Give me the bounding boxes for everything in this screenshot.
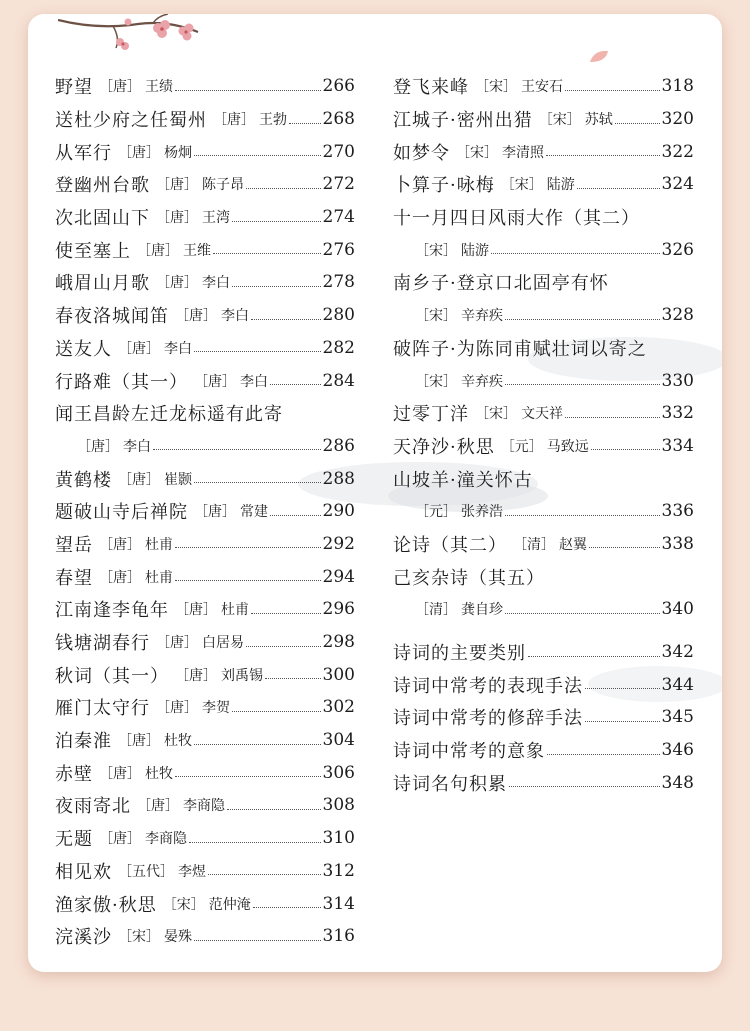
dot-leader [491, 253, 660, 254]
toc-entry[interactable] [393, 560, 694, 593]
dot-leader [246, 188, 321, 189]
dot-leader [189, 842, 321, 843]
entry-dynasty: ［清］ [513, 536, 555, 553]
entry-dynasty: ［宋］ [415, 373, 457, 390]
page-number: 326 [661, 239, 694, 260]
page-number: 282 [322, 337, 355, 358]
entry-dynasty: ［唐］ [99, 765, 141, 782]
dot-leader [194, 351, 321, 352]
entry-title: 黄鹤楼 [55, 469, 112, 491]
entry-title: 无题 [55, 829, 93, 851]
entry-dynasty: ［唐］ [137, 798, 179, 815]
dot-leader [232, 711, 321, 712]
dot-leader [505, 613, 660, 614]
entry-dynasty: ［唐］ [175, 602, 217, 619]
toc-entry[interactable] [55, 495, 355, 528]
entry-author: 杜甫 [221, 602, 249, 619]
entry-dynasty: ［唐］ [194, 504, 236, 521]
entry-dynasty: ［元］ [500, 438, 543, 455]
toc-entry[interactable] [55, 855, 355, 888]
entry-title: 诗词中常考的意象 [393, 741, 545, 763]
entry-author: 白居易 [202, 635, 244, 652]
entry-dynasty: ［唐］ [118, 144, 160, 161]
toc-entry[interactable] [55, 724, 355, 757]
entry-dynasty: ［唐］ [99, 79, 141, 96]
toc-entry[interactable] [393, 766, 694, 799]
dot-leader [251, 319, 321, 320]
entry-dynasty: ［宋］ [162, 896, 205, 913]
dot-leader [546, 155, 660, 156]
page-number: 302 [322, 697, 355, 718]
entry-dynasty: ［宋］ [415, 308, 457, 325]
entry-dynasty: ［唐］ [156, 210, 198, 227]
page-number: 300 [322, 664, 355, 685]
entry-author: 王绩 [145, 79, 173, 96]
page-number: 308 [322, 795, 355, 816]
toc-entry[interactable] [393, 462, 694, 495]
entry-dynasty: ［唐］ [194, 373, 236, 390]
dot-leader [251, 613, 321, 614]
entry-dynasty: ［五代］ [118, 863, 174, 880]
entry-author: 赵翼 [559, 536, 587, 553]
toc-entry[interactable] [55, 233, 355, 266]
dot-leader [577, 188, 660, 189]
entry-dynasty: ［唐］ [118, 471, 160, 488]
entry-author: 王安石 [521, 79, 563, 96]
toc-entry[interactable] [393, 668, 694, 701]
dot-leader [565, 90, 660, 91]
entry-title: 诗词中常考的修辞手法 [393, 708, 583, 730]
entry-dynasty: ［唐］ [156, 700, 198, 717]
dot-leader [547, 754, 660, 755]
entry-dynasty: ［唐］ [77, 438, 119, 455]
page-number: 330 [661, 370, 694, 391]
toc-entry[interactable] [55, 593, 355, 626]
entry-title: 登飞来峰 [393, 77, 469, 99]
entry-title: 浣溪沙 [55, 927, 112, 949]
entry-title: 己亥杂诗（其五） [393, 567, 545, 589]
entry-author: 辛弃疾 [461, 373, 503, 390]
page-number: 328 [661, 305, 694, 326]
toc-entry[interactable] [393, 528, 694, 561]
entry-author: 文天祥 [521, 406, 563, 423]
entry-dynasty: ［唐］ [118, 340, 160, 357]
entry-title: 送友人 [55, 338, 112, 360]
entry-title: 江南逢李龟年 [55, 600, 169, 622]
dot-leader [153, 449, 321, 450]
page-number: 274 [322, 207, 355, 228]
entry-author: 王湾 [202, 210, 230, 227]
toc-entry[interactable] [393, 332, 694, 365]
toc-entry[interactable] [55, 201, 355, 234]
entry-title: 登幽州台歌 [55, 175, 150, 197]
entry-dynasty: ［唐］ [99, 831, 141, 848]
dot-leader [589, 547, 660, 548]
toc-entry[interactable] [393, 70, 694, 103]
entry-title: 南乡子·登京口北固亭有怀 [393, 273, 609, 295]
page-number: 342 [661, 642, 694, 663]
entry-author: 李白 [221, 308, 249, 325]
toc-entry[interactable] [55, 299, 355, 332]
dot-leader [270, 384, 321, 385]
entry-author: 杜甫 [145, 569, 173, 586]
toc-entry[interactable] [55, 658, 355, 691]
dot-leader [232, 221, 321, 222]
entry-author: 范仲淹 [208, 896, 251, 913]
entry-title: 春夜洛城闻笛 [55, 306, 169, 328]
page-number: 344 [661, 674, 694, 695]
entry-title: 野望 [55, 77, 93, 99]
toc-left-column [55, 70, 355, 953]
page-number: 346 [661, 740, 694, 761]
page-number: 318 [661, 76, 694, 97]
entry-author: 常建 [240, 504, 268, 521]
entry-author: 王勃 [259, 112, 287, 129]
entry-dynasty: ［元］ [415, 504, 457, 521]
page-number: 296 [322, 599, 355, 620]
entry-author: 刘禹锡 [221, 667, 263, 684]
toc-entry[interactable] [55, 103, 355, 136]
entry-dynasty: ［宋］ [538, 112, 581, 129]
entry-dynasty: ［唐］ [156, 275, 198, 292]
entry-title: 行路难（其一） [55, 371, 188, 393]
entry-title: 题破山寺后禅院 [55, 502, 188, 524]
page-number: 272 [322, 174, 355, 195]
toc-entry[interactable] [393, 495, 694, 528]
dot-leader [528, 656, 660, 657]
dot-leader [246, 646, 321, 647]
dot-leader [194, 940, 321, 941]
entry-title: 从军行 [55, 142, 112, 164]
dot-leader [289, 123, 321, 124]
toc-entry[interactable] [393, 636, 694, 669]
entry-dynasty: ［唐］ [156, 177, 198, 194]
dot-leader [175, 776, 321, 777]
page-number: 266 [322, 76, 355, 97]
page-number: 322 [661, 141, 694, 162]
page-number: 316 [322, 926, 355, 947]
toc-entry[interactable] [55, 789, 355, 822]
toc-entry[interactable] [55, 397, 355, 430]
entry-title: 论诗（其二） [393, 534, 507, 556]
entry-dynasty: ［宋］ [475, 406, 517, 423]
toc-entry[interactable] [393, 135, 694, 168]
entry-author: 李商隐 [145, 831, 187, 848]
page-number: 334 [661, 435, 694, 456]
entry-title: 破阵子·为陈同甫赋壮词以寄之 [393, 338, 647, 360]
dot-leader [253, 907, 321, 908]
toc-entry[interactable] [55, 332, 355, 365]
toc-entry[interactable] [55, 430, 355, 463]
page-number: 310 [322, 828, 355, 849]
toc-entry[interactable] [55, 560, 355, 593]
toc-entry[interactable] [55, 135, 355, 168]
entry-dynasty: ［唐］ [175, 667, 217, 684]
dot-leader [505, 384, 660, 385]
entry-author: 陆游 [461, 242, 489, 259]
dot-leader [175, 547, 321, 548]
entry-author: 陈子昂 [202, 177, 244, 194]
page-number: 284 [322, 370, 355, 391]
dot-leader [585, 688, 660, 689]
toc-right-column [393, 70, 694, 799]
page-number: 270 [322, 141, 355, 162]
dot-leader [232, 286, 321, 287]
entry-title: 泊秦淮 [55, 731, 112, 753]
plum-blossom-branch-icon [58, 14, 208, 64]
entry-author: 李清照 [502, 144, 544, 161]
entry-dynasty: ［唐］ [156, 635, 198, 652]
dot-leader [213, 253, 321, 254]
entry-author: 杜牧 [145, 765, 173, 782]
entry-author: 王维 [183, 242, 211, 259]
page-number: 340 [661, 599, 694, 620]
entry-dynasty: ［唐］ [137, 242, 179, 259]
entry-dynasty: ［宋］ [456, 144, 498, 161]
page-number: 288 [322, 468, 355, 489]
dot-leader [265, 678, 321, 679]
page-number: 276 [322, 239, 355, 260]
page-number: 345 [661, 707, 694, 728]
entry-title: 渔家傲·秋思 [55, 894, 157, 916]
page-number: 292 [322, 533, 355, 554]
entry-author: 崔颢 [164, 471, 192, 488]
toc-page [28, 14, 722, 972]
entry-title: 送杜少府之任蜀州 [55, 110, 207, 132]
entry-author: 李煜 [178, 863, 206, 880]
toc-entry[interactable] [393, 734, 694, 767]
page-number: 338 [661, 533, 694, 554]
toc-entry[interactable] [393, 201, 694, 234]
page-number: 324 [661, 174, 694, 195]
entry-title: 卜算子·咏梅 [393, 175, 495, 197]
toc-entry[interactable] [55, 626, 355, 659]
entry-title: 诗词名句积累 [393, 773, 507, 795]
page-number: 294 [322, 566, 355, 587]
toc-entry[interactable] [55, 364, 355, 397]
entry-dynasty: ［宋］ [415, 242, 457, 259]
page-number: 304 [322, 730, 355, 751]
toc-entry[interactable] [393, 299, 694, 332]
dot-leader [227, 809, 321, 810]
page-number: 348 [661, 772, 694, 793]
entry-title: 峨眉山月歌 [55, 273, 150, 295]
entry-title: 诗词的主要类别 [393, 643, 526, 665]
dot-leader [505, 515, 660, 516]
falling-petal-icon [588, 48, 612, 66]
entry-title: 如梦令 [393, 142, 450, 164]
dot-leader [194, 155, 321, 156]
entry-title: 雁门太守行 [55, 698, 150, 720]
entry-title: 十一月四日风雨大作（其二） [393, 208, 640, 230]
dot-leader [615, 123, 660, 124]
dot-leader [565, 417, 660, 418]
toc-entry[interactable] [55, 756, 355, 789]
dot-leader [509, 786, 660, 787]
page-number: 320 [661, 109, 694, 130]
entry-title: 夜雨寄北 [55, 796, 131, 818]
entry-dynasty: ［宋］ [500, 177, 543, 194]
entry-author: 杜甫 [145, 536, 173, 553]
entry-author: 龚自珍 [461, 602, 503, 619]
entry-title: 相见欢 [55, 861, 112, 883]
dot-leader [175, 580, 321, 581]
page-number: 268 [322, 109, 355, 130]
toc-entry[interactable] [55, 266, 355, 299]
dot-leader [175, 90, 321, 91]
entry-author: 杜牧 [164, 733, 192, 750]
page-number: 286 [322, 435, 355, 456]
entry-dynasty: ［唐］ [213, 112, 255, 129]
toc-entry[interactable] [393, 266, 694, 299]
entry-author: 张养浩 [461, 504, 503, 521]
dot-leader [208, 874, 321, 875]
page-number: 332 [661, 403, 694, 424]
entry-title: 望岳 [55, 534, 93, 556]
dot-leader [585, 721, 660, 722]
entry-author: 苏轼 [584, 112, 613, 129]
entry-title: 赤壁 [55, 763, 93, 785]
entry-author: 李白 [202, 275, 230, 292]
entry-author: 马致远 [546, 438, 589, 455]
toc-entry[interactable] [393, 701, 694, 734]
toc-entry[interactable] [393, 430, 694, 463]
toc-entry[interactable] [393, 233, 694, 266]
dot-leader [505, 319, 660, 320]
toc-entry[interactable] [55, 168, 355, 201]
toc-entry[interactable] [55, 887, 355, 920]
entry-author: 李商隐 [183, 798, 225, 815]
toc-entry[interactable] [55, 528, 355, 561]
page-number: 312 [322, 860, 355, 881]
page-number: 280 [322, 305, 355, 326]
entry-title: 使至塞上 [55, 240, 131, 262]
entry-author: 辛弃疾 [461, 308, 503, 325]
entry-title: 过零丁洋 [393, 404, 469, 426]
entry-author: 李白 [123, 438, 151, 455]
page-number: 336 [661, 501, 694, 522]
toc-entry[interactable] [55, 70, 355, 103]
entry-dynasty: ［唐］ [99, 569, 141, 586]
entry-title: 秋词（其一） [55, 665, 169, 687]
entry-title: 天净沙·秋思 [393, 436, 495, 458]
entry-author: 李白 [240, 373, 268, 390]
entry-dynasty: ［唐］ [118, 733, 160, 750]
entry-title: 春望 [55, 567, 93, 589]
entry-dynasty: ［宋］ [118, 929, 160, 946]
toc-entry[interactable] [55, 691, 355, 724]
entry-title: 次北固山下 [55, 208, 150, 230]
toc-entry[interactable] [55, 462, 355, 495]
page-number: 306 [322, 762, 355, 783]
entry-author: 李白 [164, 340, 192, 357]
entry-author: 晏殊 [164, 929, 192, 946]
toc-entry[interactable] [55, 822, 355, 855]
page-number: 298 [322, 632, 355, 653]
entry-title: 山坡羊·潼关怀古 [393, 469, 533, 491]
entry-title: 钱塘湖春行 [55, 633, 150, 655]
entry-dynasty: ［宋］ [475, 79, 517, 96]
page-number: 290 [322, 501, 355, 522]
page-number: 314 [322, 893, 355, 914]
toc-entry[interactable] [393, 397, 694, 430]
entry-author: 陆游 [546, 177, 575, 194]
dot-leader [270, 515, 321, 516]
dot-leader [591, 449, 660, 450]
dot-leader [194, 482, 321, 483]
entry-author: 杨炯 [164, 144, 192, 161]
toc-entry[interactable] [393, 364, 694, 397]
toc-entry[interactable] [393, 168, 694, 201]
entry-dynasty: ［清］ [415, 602, 457, 619]
entry-dynasty: ［唐］ [175, 308, 217, 325]
page-number: 278 [322, 272, 355, 293]
section-gap [393, 626, 694, 636]
entry-title: 江城子·密州出猎 [393, 110, 533, 132]
toc-entry[interactable] [55, 920, 355, 953]
dot-leader [194, 744, 321, 745]
entry-author: 李贺 [202, 700, 230, 717]
entry-dynasty: ［唐］ [99, 536, 141, 553]
toc-entry[interactable] [393, 103, 694, 136]
entry-title: 闻王昌龄左迁龙标遥有此寄 [55, 404, 283, 426]
entry-title: 诗词中常考的表现手法 [393, 675, 583, 697]
toc-entry[interactable] [393, 593, 694, 626]
